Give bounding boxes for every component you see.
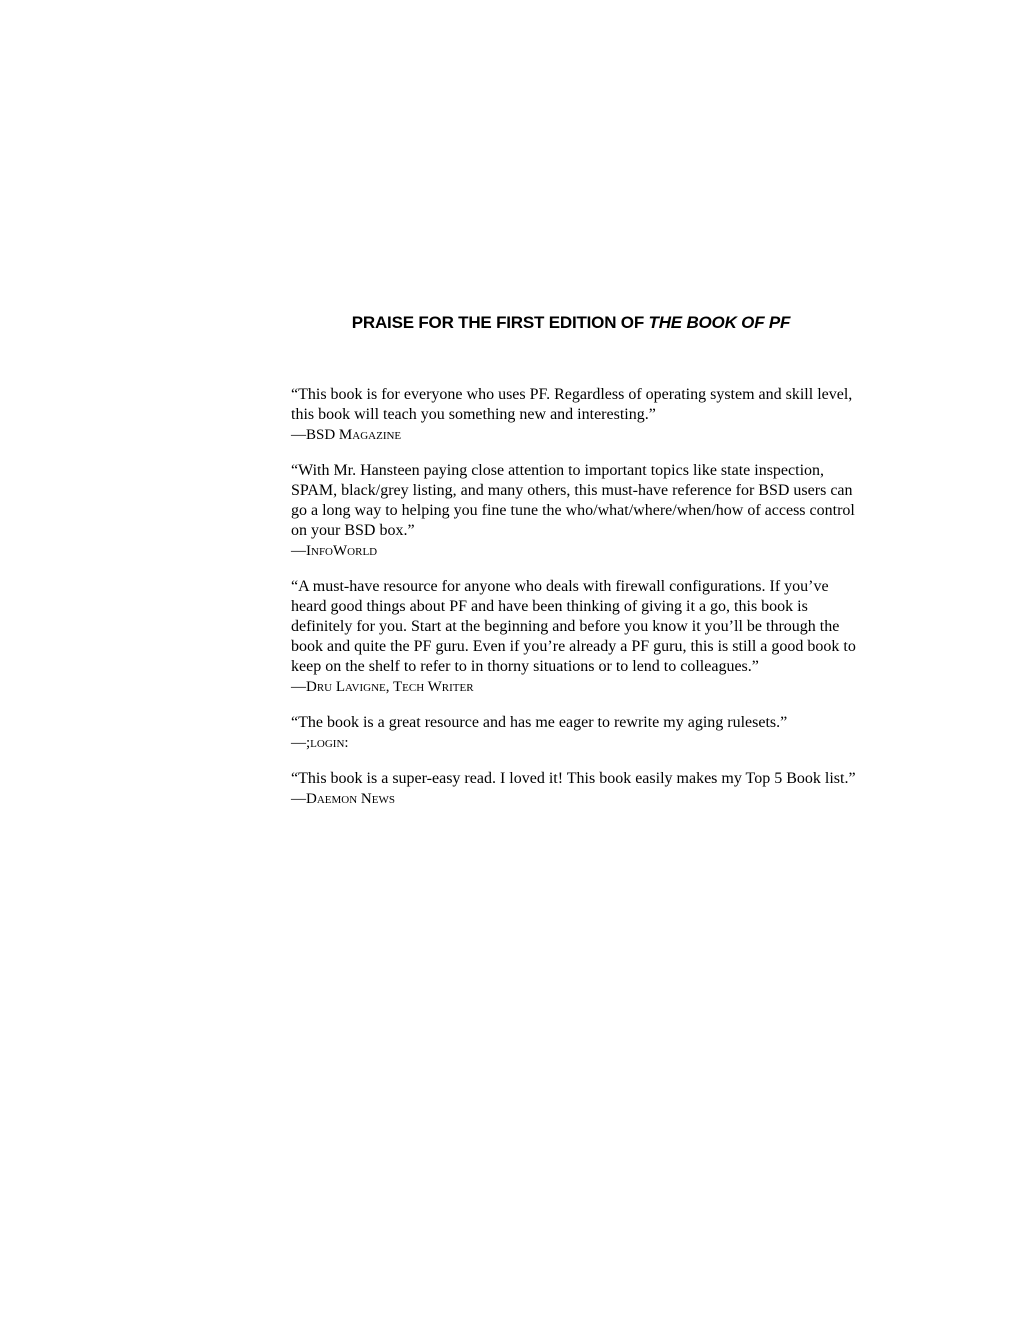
quote-text: “With Mr. Hansteen paying close attention to important topics like state inspection, SPAM, black/grey listing, and many others, this must-have reference for BSD users can go a long way to helping you fine tune the who/what/where/when/how of access control on your BSD box.” <box>291 462 855 539</box>
praise-quote <box>291 385 857 445</box>
quote-text: “The book is a great resource and has me eager to rewrite my aging rulesets.” <box>291 714 788 731</box>
praise-quote <box>291 461 857 561</box>
praise-quote <box>291 769 857 809</box>
heading-book-title: THE BOOK OF PF <box>648 313 791 332</box>
quote-attribution: —Dru Lavigne, Tech Writer <box>291 679 474 695</box>
quote-text: “This book is for everyone who uses PF. Regardless of operating system and skill level, this book will teach you something new and interesting.” <box>291 386 853 423</box>
quote-text: “A must-have resource for anyone who deals with firewall configurations. If you’ve heard good things about PF and have been thinking of giving it a go, this book is definitely for you. Start at the beginning and before you know it you’ll be through the book and quite the PF guru. Even if you’re already a PF guru, this is still a good book to keep on the shelf to refer to in thorny situations or to lend to colleagues.” <box>291 578 856 675</box>
quote-attribution: —BSD Magazine <box>291 427 402 443</box>
quote-text: “This book is a super-easy read. I loved it! This book easily makes my Top 5 Book list.” <box>291 770 856 787</box>
quote-attribution: —;login: <box>291 735 349 751</box>
praise-quote <box>291 713 857 753</box>
quote-attribution: —Daemon News <box>291 791 395 807</box>
quote-attribution: —InfoWorld <box>291 543 378 559</box>
page-heading <box>291 312 851 334</box>
praise-quotes <box>291 385 857 825</box>
praise-quote <box>291 577 857 697</box>
heading-prefix: PRAISE FOR THE FIRST EDITION OF <box>351 313 649 332</box>
